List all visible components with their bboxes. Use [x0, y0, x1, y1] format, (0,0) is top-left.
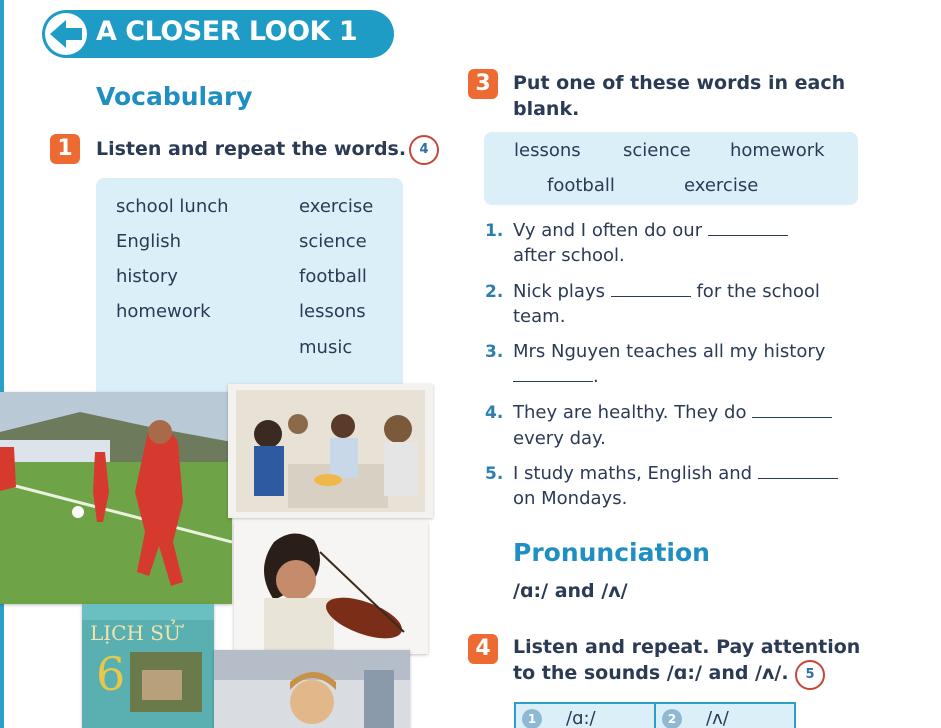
- vocab-word: exercise: [299, 196, 374, 217]
- violin-photo: [234, 522, 428, 654]
- sound-table: [514, 702, 796, 728]
- word-bank-item: football: [547, 175, 615, 196]
- exercise-number: 4.: [485, 403, 504, 423]
- vocabulary-heading: Vocabulary: [96, 82, 253, 111]
- exercise-text: .: [513, 366, 599, 387]
- answer-blank[interactable]: [513, 368, 593, 382]
- school-lunch-photo: [228, 384, 433, 518]
- banner-arrow-icon: [42, 12, 88, 56]
- task4-instruction-line2: to the sounds /ɑ:/ and /ʌ/.: [513, 662, 789, 684]
- sound-column: [656, 704, 794, 728]
- vocab-word: homework: [116, 301, 211, 322]
- book-grade: 6: [96, 647, 126, 701]
- word-bank-item: homework: [730, 140, 825, 161]
- history-book-cover: [82, 604, 214, 728]
- classroom-photo: [214, 650, 410, 728]
- book-title: LỊCH SỬ: [90, 621, 181, 645]
- task3-instruction-line1: Put one of these words in each: [513, 72, 846, 94]
- pronunciation-subtitle: /ɑ:/ and /ʌ/: [513, 580, 628, 602]
- vocab-word: English: [116, 231, 181, 252]
- answer-blank[interactable]: [708, 222, 788, 236]
- vocab-word: music: [299, 337, 353, 358]
- word-bank-item: science: [623, 140, 691, 161]
- exercise-text: I study maths, English and: [513, 463, 838, 484]
- task3-instruction-line2: blank.: [513, 98, 580, 120]
- exercise-text: every day.: [513, 428, 606, 449]
- answer-blank[interactable]: [758, 465, 838, 479]
- task1-instruction: Listen and repeat the words.: [96, 138, 407, 160]
- vocab-word: science: [299, 231, 367, 252]
- task-number-badge: 3: [468, 69, 498, 99]
- column-sound: /ʌ/: [706, 708, 729, 728]
- exercise-text: on Mondays.: [513, 488, 628, 509]
- task-number-badge: 4: [468, 634, 498, 664]
- exercise-text: after school.: [513, 245, 625, 266]
- sound-column: [516, 704, 656, 728]
- vocab-word: school lunch: [116, 196, 229, 217]
- column-number: 1: [522, 709, 542, 728]
- vocab-word: history: [116, 266, 178, 287]
- vocab-word: football: [299, 266, 367, 287]
- exercise-number: 1.: [485, 221, 504, 241]
- exercise-text: They are healthy. They do: [513, 402, 832, 423]
- exercise-number: 5.: [485, 464, 504, 484]
- column-sound: /ɑ:/: [566, 708, 596, 728]
- page-title: A CLOSER LOOK 1: [96, 16, 358, 47]
- exercise-number: 3.: [485, 342, 504, 362]
- pronunciation-heading: Pronunciation: [513, 538, 710, 567]
- answer-blank[interactable]: [752, 404, 832, 418]
- exercise-text: team.: [513, 306, 566, 327]
- answer-blank[interactable]: [611, 283, 691, 297]
- audio-track-icon[interactable]: 4: [409, 135, 439, 165]
- task-number-badge: 1: [50, 134, 80, 164]
- exercise-number: 2.: [485, 282, 504, 302]
- word-bank-item: lessons: [514, 140, 581, 161]
- exercise-text: Vy and I often do our: [513, 220, 788, 241]
- word-bank-item: exercise: [684, 175, 759, 196]
- task4-instruction-line1: Listen and repeat. Pay attention: [513, 636, 861, 658]
- football-photo: [0, 392, 232, 604]
- audio-track-icon[interactable]: 5: [795, 660, 825, 690]
- vocab-word: lessons: [299, 301, 366, 322]
- exercise-text: Mrs Nguyen teaches all my history: [513, 341, 826, 362]
- column-number: 2: [662, 709, 682, 728]
- page-edge-rule: [0, 0, 4, 728]
- exercise-text: Nick plays for the school: [513, 281, 820, 302]
